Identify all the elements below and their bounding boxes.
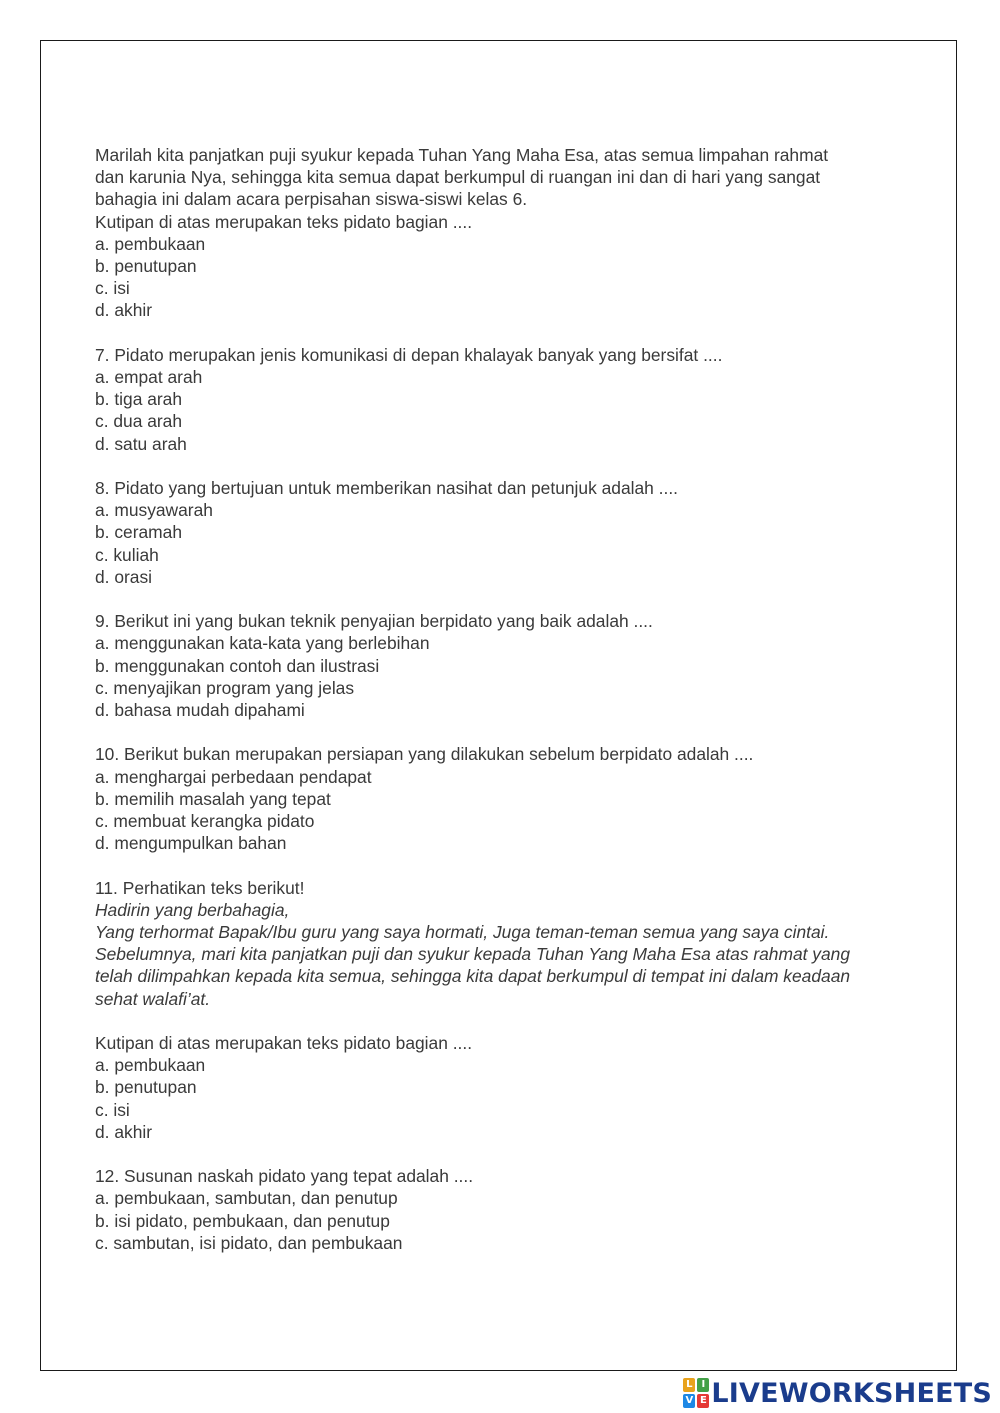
option-c[interactable]: c. menyajikan program yang jelas <box>95 677 355 698</box>
option-b[interactable]: b. isi pidato, pembukaan, dan penutup <box>95 1210 390 1231</box>
option-b[interactable]: b. ceramah <box>95 522 182 543</box>
option-a[interactable]: a. menggunakan kata-kata yang berlebihan <box>95 633 430 654</box>
passage-line: Hadirin yang berbahagia, <box>95 899 290 920</box>
question-text: 12. Susunan naskah pidato yang tepat adalah .... <box>95 1166 474 1187</box>
option-a[interactable]: a. pembukaan, sambutan, dan penutup <box>95 1188 398 1209</box>
logo-letter-i: I <box>697 1378 709 1392</box>
question-10 <box>95 743 945 854</box>
intro-line: dan karunia Nya, sehingga kita semua dapat berkumpul di ruangan ini dan di hari yang sangat <box>95 167 821 188</box>
question-prompt: Kutipan di atas merupakan teks pidato bagian .... <box>95 1033 473 1054</box>
question-text: 7. Pidato merupakan jenis komunikasi di depan khalayak banyak yang bersifat .... <box>95 344 723 365</box>
question-8 <box>95 477 945 588</box>
worksheet-content <box>95 144 945 1276</box>
intro-line: Marilah kita panjatkan puji syukur kepada Tuhan Yang Maha Esa, atas semua limpahan rahmat <box>95 145 829 165</box>
question-text: Kutipan di atas merupakan teks pidato bagian .... <box>95 211 473 232</box>
spacer <box>95 1010 945 1032</box>
option-c[interactable]: c. dua arah <box>95 411 183 432</box>
option-d[interactable]: d. mengumpulkan bahan <box>95 833 287 854</box>
option-b[interactable]: b. penutupan <box>95 256 197 277</box>
liveworksheets-brand <box>683 1377 992 1409</box>
option-d[interactable]: d. orasi <box>95 566 153 587</box>
logo-letter-e: E <box>697 1394 709 1408</box>
option-d[interactable]: d. akhir <box>95 300 153 321</box>
option-c[interactable]: c. isi <box>95 278 130 299</box>
passage-line: Sebelumnya, mari kita panjatkan puji dan syukur kepada Tuhan Yang Maha Esa atas rahmat yang <box>95 944 851 965</box>
option-a[interactable]: a. musyawarah <box>95 500 213 521</box>
question-9 <box>95 610 945 721</box>
intro-line: bahagia ini dalam acara perpisahan siswa-siswi kelas 6. <box>95 189 528 210</box>
option-c[interactable]: c. sambutan, isi pidato, dan pembukaan <box>95 1232 403 1253</box>
option-b[interactable]: b. menggunakan contoh dan ilustrasi <box>95 655 380 676</box>
brand-name: LIVEWORKSHEETS <box>711 1377 992 1409</box>
question-text: 8. Pidato yang bertujuan untuk memberikan nasihat dan petunjuk adalah .... <box>95 478 678 499</box>
logo-letter-l: L <box>683 1378 695 1392</box>
option-a[interactable]: a. pembukaan <box>95 1055 206 1076</box>
option-d[interactable]: d. satu arah <box>95 433 187 454</box>
question-7 <box>95 344 945 455</box>
option-c[interactable]: c. isi <box>95 1099 130 1120</box>
question-text: 11. Perhatikan teks berikut! <box>95 877 305 898</box>
logo-letter-v: V <box>683 1394 695 1408</box>
option-c[interactable]: c. membuat kerangka pidato <box>95 811 315 832</box>
option-a[interactable]: a. menghargai perbedaan pendapat <box>95 766 372 787</box>
option-d[interactable]: d. bahasa mudah dipahami <box>95 700 305 721</box>
option-a[interactable]: a. empat arah <box>95 367 203 388</box>
passage-line: Yang terhormat Bapak/Ibu guru yang saya hormati, Juga teman-teman semua yang saya cintai. <box>95 922 830 943</box>
option-b[interactable]: b. tiga arah <box>95 389 183 410</box>
question-11 <box>95 877 945 1143</box>
option-d[interactable]: d. akhir <box>95 1121 153 1142</box>
option-a[interactable]: a. pembukaan <box>95 233 206 254</box>
question-intro <box>95 144 945 322</box>
option-b[interactable]: b. penutupan <box>95 1077 197 1098</box>
passage-line: telah dilimpahkan kepada kita semua, sehingga kita dapat berkumpul di tempat ini dalam keadaan <box>95 966 851 987</box>
option-c[interactable]: c. kuliah <box>95 544 159 565</box>
option-b[interactable]: b. memilih masalah yang tepat <box>95 788 331 809</box>
question-text: 9. Berikut ini yang bukan teknik penyajian berpidato yang baik adalah .... <box>95 611 653 632</box>
liveworksheets-logo-icon <box>683 1378 709 1408</box>
question-text: 10. Berikut bukan merupakan persiapan yang dilakukan sebelum berpidato adalah .... <box>95 744 754 765</box>
question-12 <box>95 1165 945 1254</box>
passage-line: sehat walafi’at. <box>95 988 211 1009</box>
